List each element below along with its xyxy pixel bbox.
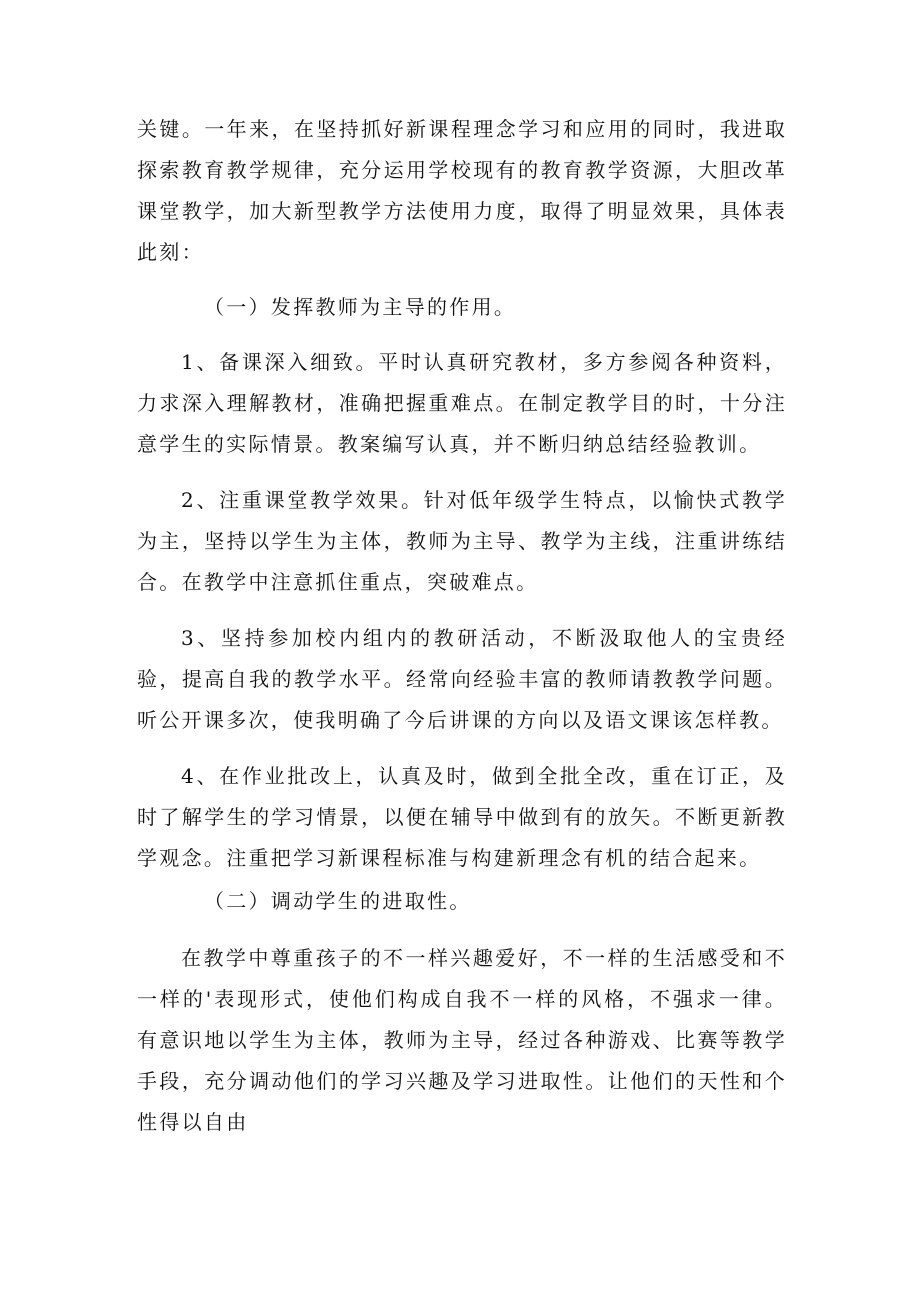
paragraph-item-2: 2、注重课堂教学效果。针对低年级学生特点，以愉快式教学为主，坚持以学生为主体，教师为主导、教学为主线，注重讲练结合。在教学中注意抓住重点，突破难点。 [137, 488, 787, 594]
section-heading-1: （一）发挥教师为主导的作用。 [204, 295, 517, 319]
paragraph-item-3: 3、坚持参加校内组内的教研活动，不断汲取他人的宝贵经验，提高自我的教学水平。经常向经验丰富的教师请教教学问题。听公开课多次，使我明确了今后讲课的方向以及语文课该怎样教。 [137, 626, 787, 732]
paragraph-continuation: 关键。一年来，在坚持抓好新课程理念学习和应用的同时，我进取探索教育教学规律，充分运用学校现有的教育教学资源，大胆改革课堂教学，加大新型教学方法使用力度，取得了明显效果，具体表此刻： [137, 117, 787, 264]
document-body [137, 109, 787, 1143]
paragraph-section-2: 在教学中尊重孩子的不一样兴趣爱好，不一样的生活感受和不一样的'表现形式，使他们构成自我不一样的风格，不强求一律。有意识地以学生为主体，教师为主导，经过各种游戏、比赛等教学手段，充分调动他们的学习兴趣及学习进取性。让他们的天性和个性得以自由 [137, 946, 787, 1134]
section-heading-2: （二）调动学生的进取性。 [204, 889, 472, 913]
paragraph-item-1: 1、备课深入细致。平时认真研究教材，多方参阅各种资料，力求深入理解教材，准确把握重难点。在制定教学目的时，十分注意学生的实际情景。教案编写认真，并不断归纳总结经验教训。 [137, 350, 787, 456]
paragraph-item-4: 4、在作业批改上，认真及时，做到全批全改，重在订正，及时了解学生的学习情景，以便在辅导中做到有的放矢。不断更新教学观念。注重把学习新课程标准与构建新理念有机的结合起来。 [137, 764, 787, 870]
